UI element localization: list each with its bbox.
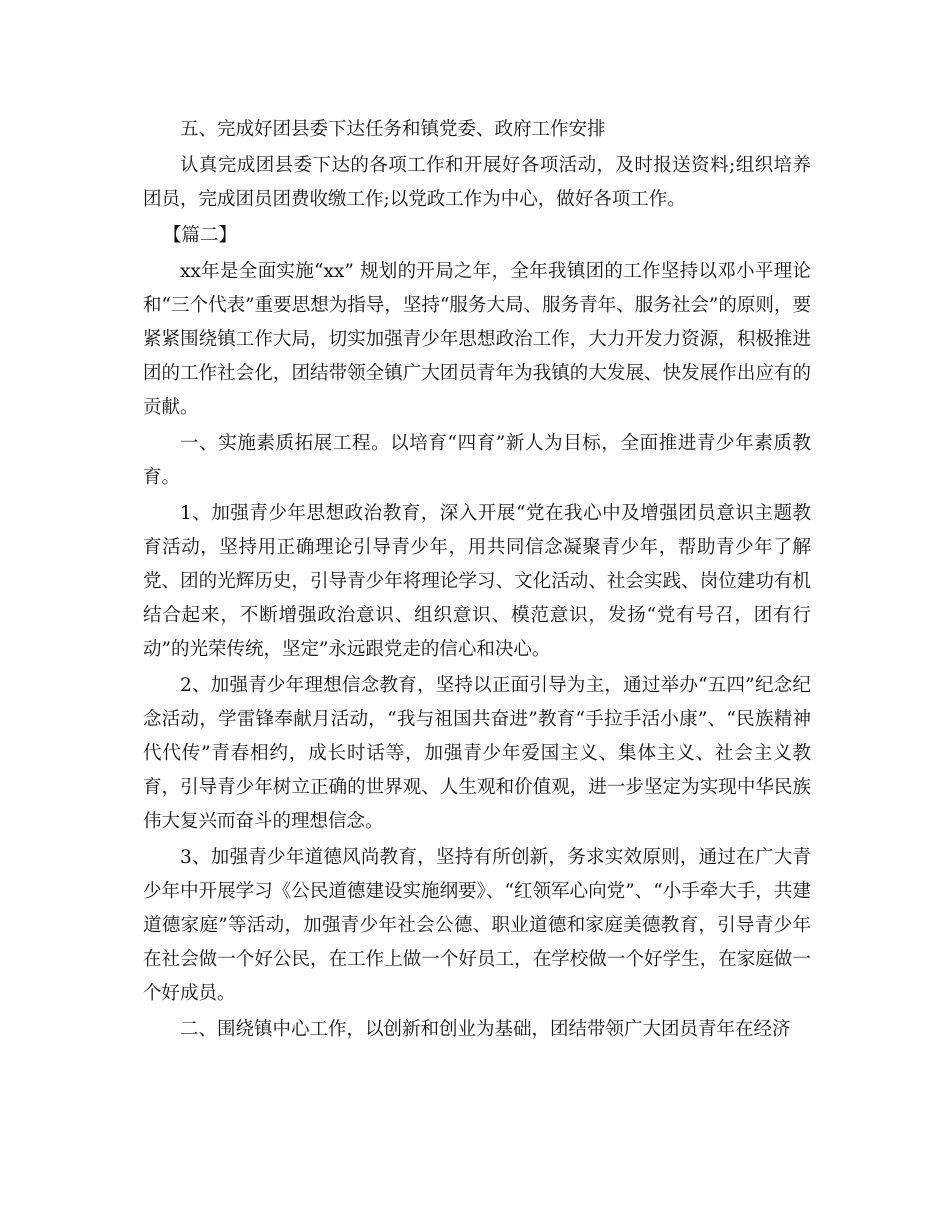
document-body xyxy=(143,113,811,1049)
paragraph-item-3: 3、加强青少年道德风尚教育，坚持有所创新，务求实效原则，通过在广大青少年中开展学习《公民道德建设实施纲要》、“红领军心向党”、“小手牵大手，共建道德家庭”等活动，加强青少年社会公德、职业道德和家庭美德教育，引导青少年在社会做一个好公民，在工作上做一个好员工，在学校做一个好学生，在家庭做一个好成员。 xyxy=(143,847,811,1004)
section-heading-two: 二、围绕镇中心工作，以创新和创业为基础，团结带领广大团员青年在经济 xyxy=(180,1019,791,1040)
chapter-label-part-two: 【篇二】 xyxy=(163,225,238,246)
paragraph-task-completion: 认真完成团县委下达的各项工作和开展好各项活动，及时报送资料;组织培养团员，完成团员团费收缴工作;以党政工作为中心，做好各项工作。 xyxy=(143,155,811,210)
paragraph-intro: xx年是全面实施“xx” 规划的开局之年，全年我镇团的工作坚持以邓小平理论和“三个代表”重要思想为指导，坚持“服务大局、服务青年、服务社会”的原则，要紧紧围绕镇工作大局，切实加强青少年思想政治工作，大力开发力资源，积极推进团的工作社会化，团结带领全镇广大团员青年为我镇的大发展、快发展作出应有的贡献。 xyxy=(143,261,811,418)
paragraph-item-2: 2、加强青少年理想信念教育，坚持以正面引导为主，通过举办“五四”纪念纪念活动，学雷锋奉献月活动，“我与祖国共奋进”教育“手拉手活小康”、“民族精神代代传”青春相约，成长时话等，加强青少年爱国主义、集体主义、社会主义教育，引导青少年树立正确的世界观、人生观和价值观，进一步坚定为实现中华民族伟大复兴而奋斗的理想信念。 xyxy=(143,675,811,832)
section-heading-five: 五、完成好团县委下达任务和镇党委、政府工作安排 xyxy=(180,119,606,140)
section-heading-one: 一、实施素质拓展工程。以培育“四育”新人为目标，全面推进青少年素质教育。 xyxy=(143,433,811,488)
paragraph-item-1: 1、加强青少年思想政治教育，深入开展“党在我心中及增强团员意识主题教育活动，坚持用正确理论引导青少年，用共同信念凝聚青少年，帮助青少年了解党、团的光辉历史，引导青少年将理论学习、文化活动、社会实践、岗位建功有机结合起来，不断增强政治意识、组织意识、模范意识，发扬“党有号召，团有行动”的光荣传统，坚定”永远跟党走的信心和决心。 xyxy=(143,503,811,660)
